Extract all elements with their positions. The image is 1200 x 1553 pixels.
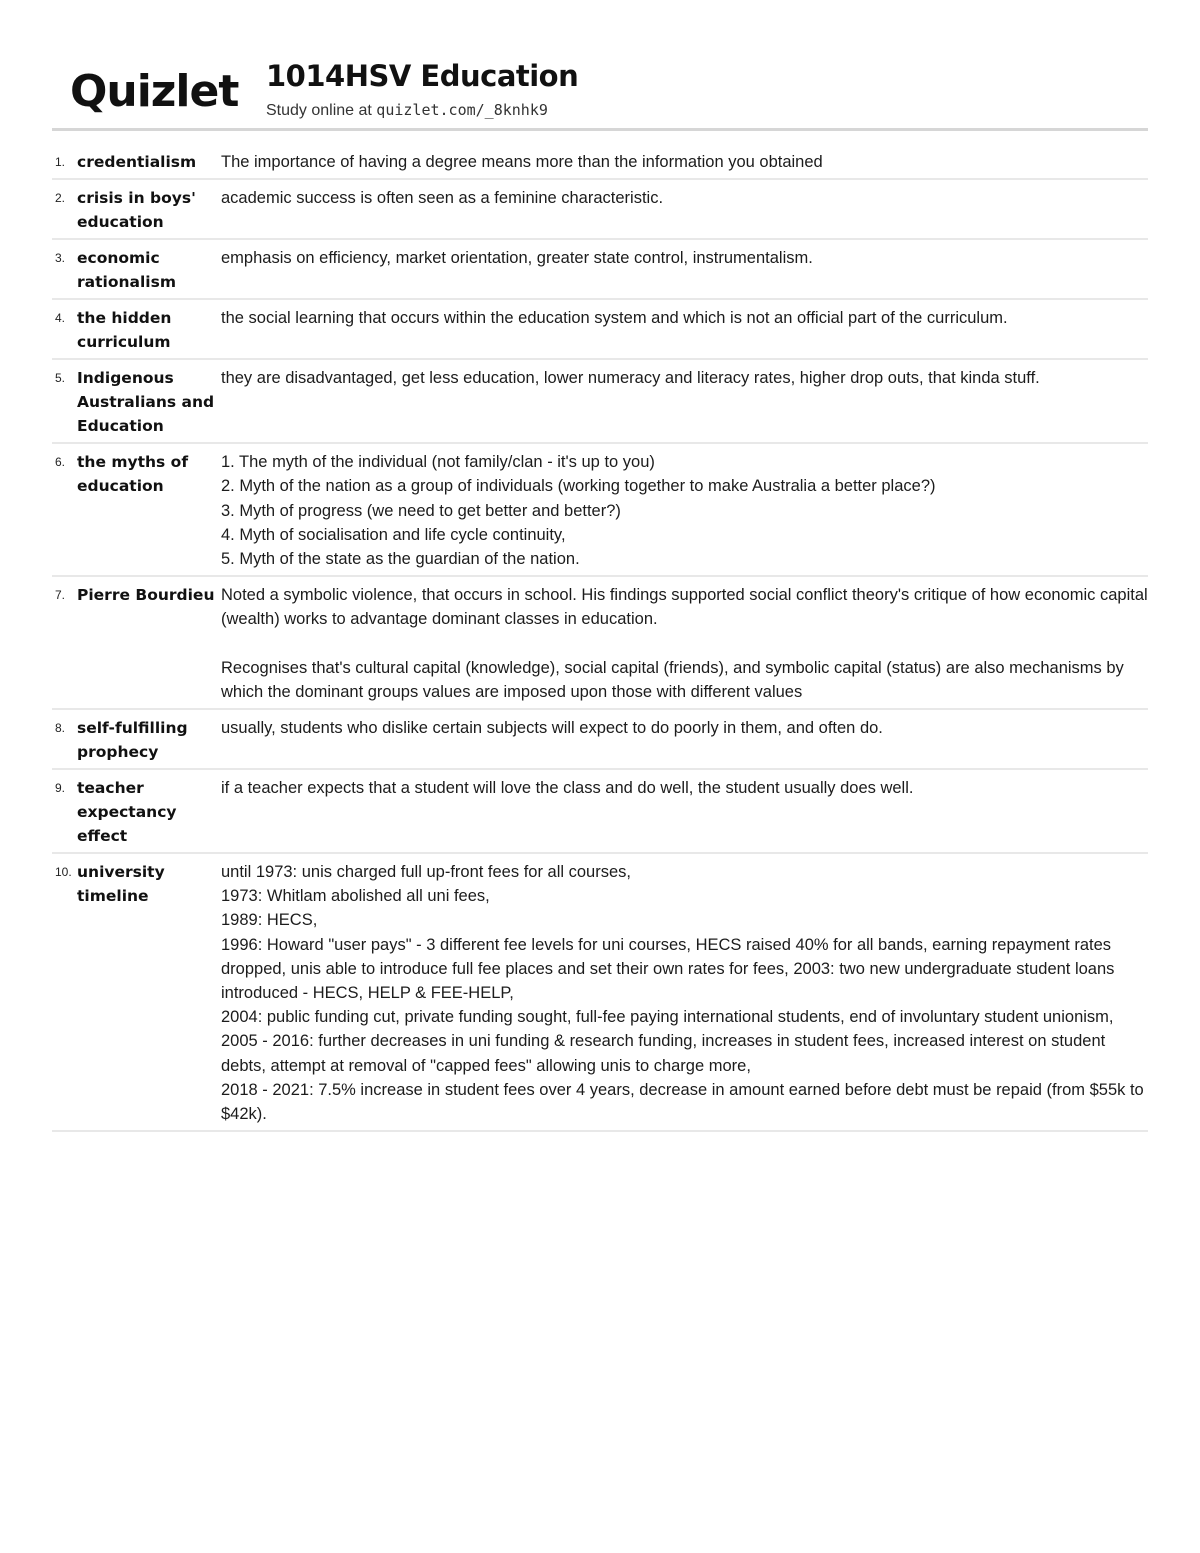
definition-line: 3. Myth of progress (we need to get better and better?) (221, 501, 621, 520)
definition-line (221, 632, 1148, 656)
card-number: 1. (55, 155, 66, 169)
card-term: the hidden curriculum (77, 309, 172, 352)
card-definition (221, 860, 1148, 1126)
card-term: economic rationalism (77, 249, 176, 292)
document-header (52, 52, 1148, 132)
flashcard-row (52, 360, 1148, 444)
definition-line: 5. Myth of the state as the guardian of the nation. (221, 550, 580, 569)
definition-line: The importance of having a degree means more than the information you obtained (221, 153, 823, 171)
card-term: self-fulfilling prophecy (77, 719, 188, 762)
definition-line: 1973: Whitlam abolished all uni fees, (221, 887, 490, 906)
card-number: 5. (55, 371, 66, 386)
card-number: 2. (55, 191, 66, 206)
definition-line: usually, students who dislike certain subjects will expect to do poorly in them, and often do. (221, 719, 883, 738)
card-number: 7. (55, 588, 66, 603)
card-term: university timeline (77, 863, 165, 906)
flashcard-row (52, 144, 1148, 180)
flashcard-row (52, 444, 1148, 577)
definition-line: the social learning that occurs within the education system and which is not an official part of the curriculum. (221, 309, 1008, 328)
card-term: the myths of education (77, 453, 189, 496)
definition-line: if a teacher expects that a student will love the class and do well, the student usually does well. (221, 779, 914, 798)
definition-line: they are disadvantaged, get less education, lower numeracy and literacy rates, higher drop outs, that kinda stuff. (221, 369, 1040, 388)
flashcard-row (52, 240, 1148, 300)
card-definition (221, 450, 1148, 571)
card-number: 6. (55, 455, 66, 470)
title-block (266, 56, 578, 120)
card-term: Indigenous Australians and Education (77, 369, 215, 436)
card-definition (221, 306, 1148, 354)
card-definition (221, 716, 1148, 764)
definition-line: Recognises that's cultural capital (knowledge), social capital (friends), and symbolic capital (status) are also mechanisms by which the dominant groups values are imposed upon those with different values (221, 658, 1124, 701)
card-number: 8. (55, 721, 66, 736)
flashcard-row (52, 770, 1148, 854)
card-number: 4. (55, 311, 66, 326)
definition-line: 1989: HECS, (221, 911, 318, 930)
definition-line: 1996: Howard "user pays" - 3 different fee levels for uni courses, HECS raised 40% for all bands, earning repayment rates dropped, unis able to introduce full fee places and set their own rates for fees, 2003: two new undergraduate student loans introduced - HECS, HELP & FEE-HELP, (221, 935, 1115, 1003)
card-definition (221, 186, 1148, 234)
card-definition (221, 583, 1148, 704)
card-number: 9. (55, 781, 66, 796)
flashcard-row (52, 180, 1148, 240)
card-definition (221, 366, 1148, 438)
definition-line: academic success is often seen as a feminine characteristic. (221, 189, 664, 208)
card-term: crisis in boys' education (77, 189, 196, 232)
card-number: 10. (55, 865, 72, 880)
card-term: teacher expectancy effect (77, 779, 177, 846)
definition-line: emphasis on efficiency, market orientation, greater state control, instrumentalism. (221, 249, 813, 268)
definition-line: 2018 - 2021: 7.5% increase in student fees over 4 years, decrease in amount earned before debt must be repaid (from $55k to $42k). (221, 1080, 1144, 1124)
flashcard-row (52, 854, 1148, 1132)
definition-line: Noted a symbolic violence, that occurs in school. His findings supported social conflict theory's critique of how economic capital (wealth) works to advantage dominant classes in education. (221, 586, 1148, 629)
card-number: 3. (55, 251, 66, 266)
study-url-link[interactable]: quizlet.com/_8knhk9 (376, 101, 548, 119)
card-term: credentialism (77, 153, 197, 171)
definition-line: until 1973: unis charged full up-front fees for all courses, (221, 863, 631, 882)
card-definition (221, 150, 1148, 174)
card-definition (221, 776, 1148, 848)
quizlet-logo: Quizlet (70, 66, 239, 117)
definition-line: 2004: public funding cut, private funding sought, full-fee paying international students, end of involuntary student unionism, (221, 1008, 1114, 1027)
flashcard-list (52, 144, 1148, 1132)
study-online-subtitle (266, 101, 578, 120)
flashcard-row (52, 300, 1148, 360)
subtitle-prefix: Study online at (266, 102, 377, 119)
header-divider (52, 128, 1148, 131)
flashcard-row (52, 577, 1148, 710)
page-title: 1014HSV Education (266, 59, 579, 93)
flashcard-row (52, 710, 1148, 770)
definition-line: 2. Myth of the nation as a group of individuals (working together to make Australia a better place?) (221, 477, 936, 496)
definition-line: 1. The myth of the individual (not family/clan - it's up to you) (221, 453, 655, 472)
definition-line: 4. Myth of socialisation and life cycle continuity, (221, 525, 566, 544)
card-term: Pierre Bourdieu (77, 586, 215, 605)
card-definition (221, 246, 1148, 294)
definition-line: 2005 - 2016: further decreases in uni funding & research funding, increases in student fees, increased interest on student debts, attempt at removal of "capped fees" allowing unis to charge more, (221, 1032, 1106, 1075)
